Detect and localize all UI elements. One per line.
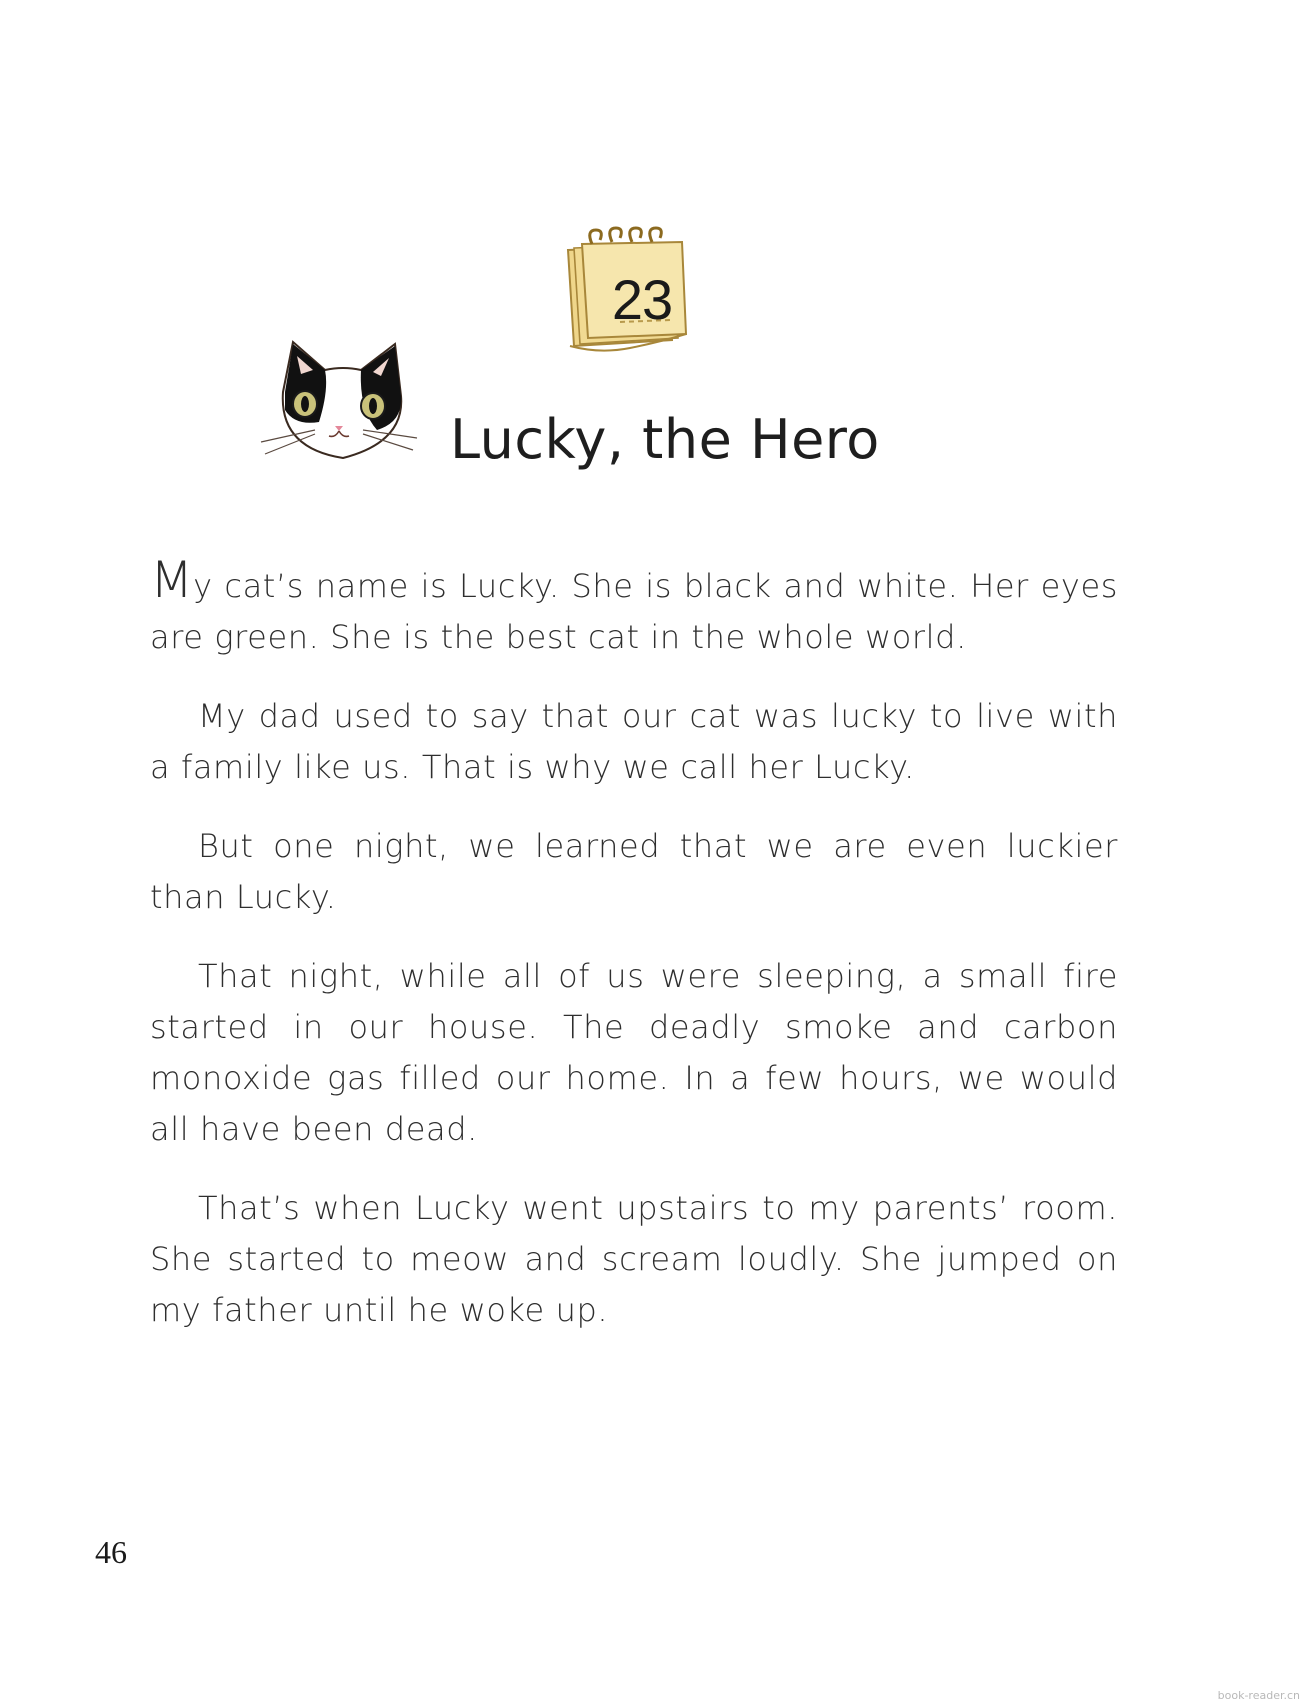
story-body (150, 551, 1118, 1364)
drop-cap: M (150, 551, 194, 609)
story-paragraph-4: That night, while all of us were sleeping, a small fire started in our house. The deadly smoke and carbon monoxide gas filled our home. In a few hours, we would all have been dead. (150, 957, 1118, 1148)
paragraph-text: y cat’s name is Lucky. She is black and white. Her eyes are green. She is the best cat in the whole world. (150, 567, 1118, 656)
chapter-title: Lucky, the Hero (450, 408, 880, 471)
story-paragraph-2: My dad used to say that our cat was lucky to live with a family like us. That is why we call her Lucky. (150, 697, 1118, 786)
chapter-number: 23 (611, 268, 673, 331)
cat-face-icon (255, 330, 425, 480)
story-paragraph-5: That’s when Lucky went upstairs to my parents’ room. She started to meow and scream loudly. She jumped on my father until he woke up. (150, 1189, 1118, 1329)
story-paragraph-1 (150, 551, 1118, 663)
chapter-calendar (560, 222, 700, 372)
page-number: 46 (95, 1534, 127, 1570)
cat-illustration (255, 330, 425, 480)
story-paragraph-3: But one night, we learned that we are even luckier than Lucky. (150, 827, 1118, 916)
watermark: book-reader.cn (1217, 1689, 1300, 1702)
